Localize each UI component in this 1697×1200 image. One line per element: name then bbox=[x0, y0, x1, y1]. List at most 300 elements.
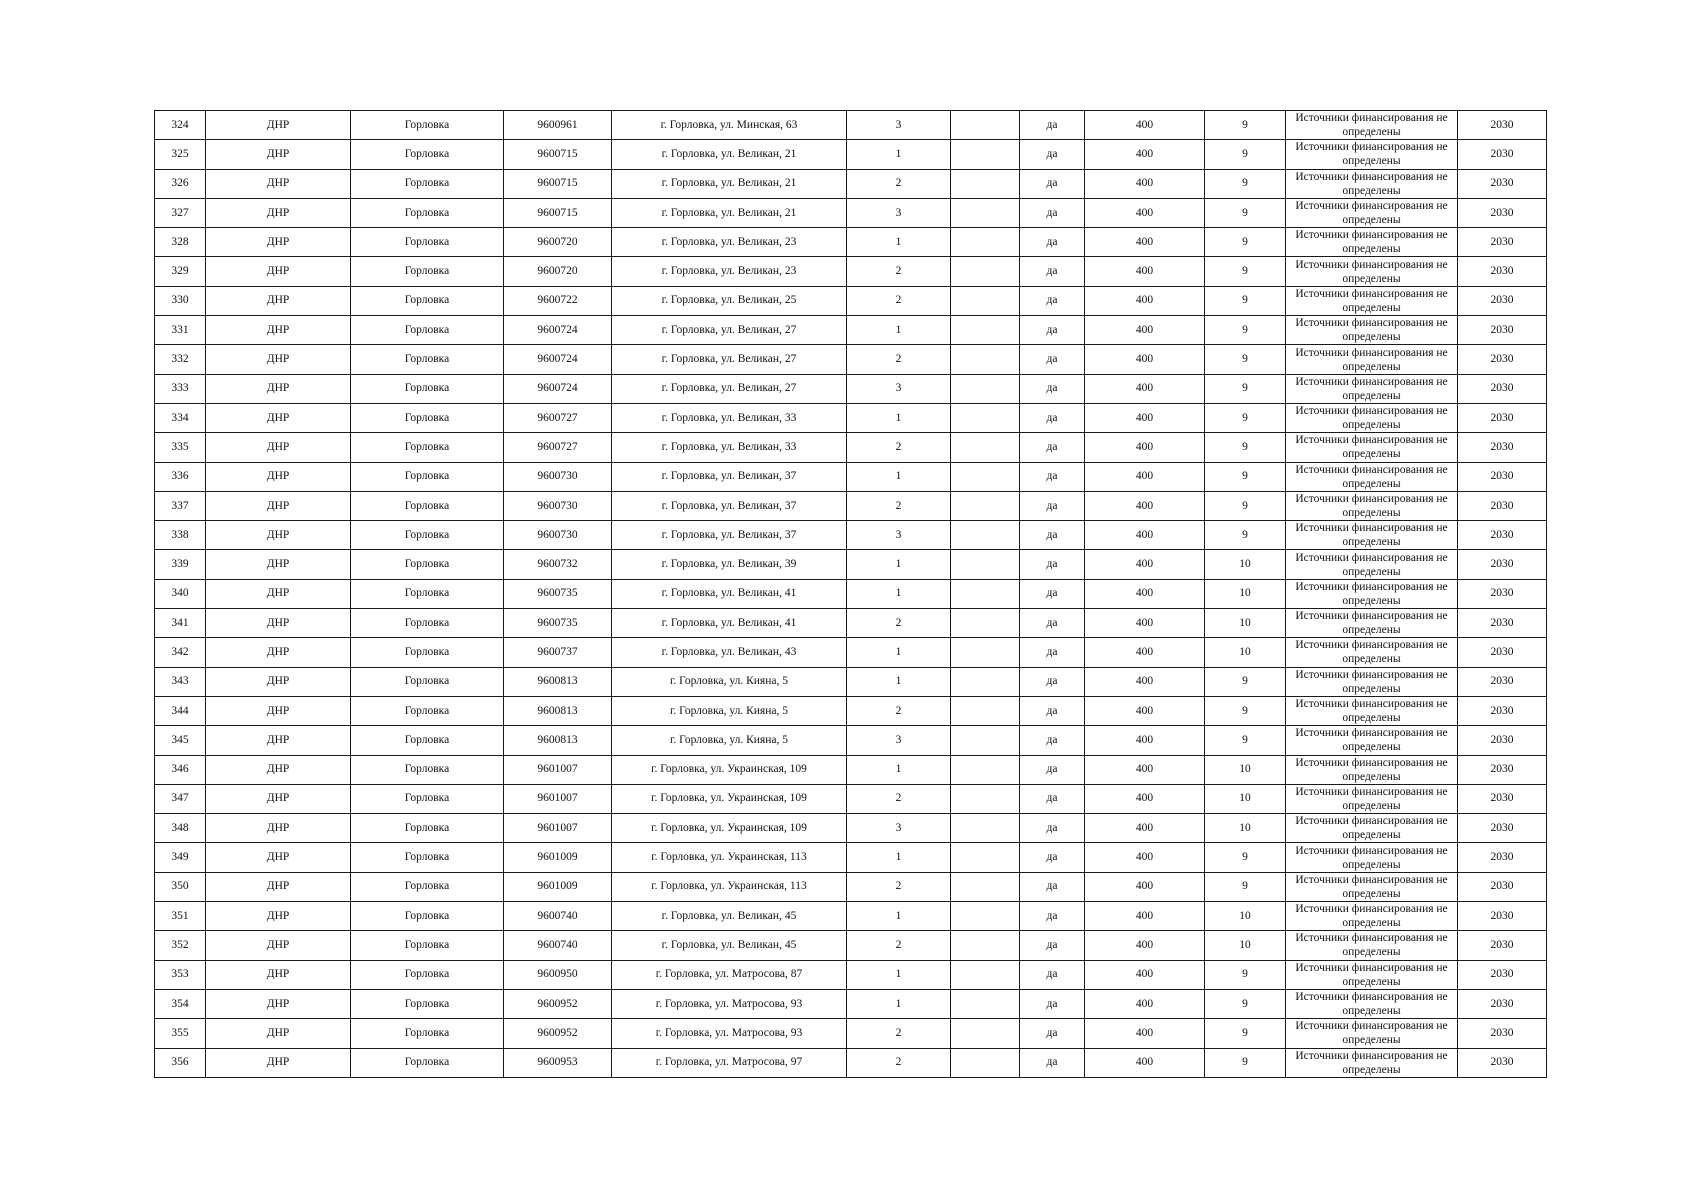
funding-source-cell: Источники финансирования не определены bbox=[1286, 1048, 1458, 1077]
city-cell: Горловка bbox=[351, 286, 504, 315]
table-row bbox=[155, 491, 1547, 520]
city-cell: Горловка bbox=[351, 257, 504, 286]
flag-cell: да bbox=[1020, 198, 1085, 227]
table-row bbox=[155, 1048, 1547, 1077]
city-cell: Горловка bbox=[351, 345, 504, 374]
flag-cell: да bbox=[1020, 755, 1085, 784]
floors-cell: 9 bbox=[1205, 433, 1286, 462]
table-row bbox=[155, 726, 1547, 755]
funding-source-cell: Источники финансирования не определены bbox=[1286, 462, 1458, 491]
city-cell: Горловка bbox=[351, 521, 504, 550]
empty-cell bbox=[951, 989, 1020, 1018]
value-cell: 400 bbox=[1085, 462, 1205, 491]
row-number-cell: 344 bbox=[155, 696, 206, 725]
table-row bbox=[155, 228, 1547, 257]
empty-cell bbox=[951, 111, 1020, 140]
row-number-cell: 347 bbox=[155, 784, 206, 813]
empty-cell bbox=[951, 345, 1020, 374]
address-cell: г. Горловка, ул. Матросова, 87 bbox=[612, 960, 847, 989]
funding-source-cell: Источники финансирования не определены bbox=[1286, 696, 1458, 725]
funding-source-cell: Источники финансирования не определены bbox=[1286, 345, 1458, 374]
floors-cell: 9 bbox=[1205, 1019, 1286, 1048]
year-cell: 2030 bbox=[1458, 550, 1547, 579]
funding-source-cell: Источники финансирования не определены bbox=[1286, 374, 1458, 403]
row-number-cell: 336 bbox=[155, 462, 206, 491]
city-cell: Горловка bbox=[351, 902, 504, 931]
row-number-cell: 350 bbox=[155, 872, 206, 901]
flag-cell: да bbox=[1020, 316, 1085, 345]
address-cell: г. Горловка, ул. Кияна, 5 bbox=[612, 667, 847, 696]
value-cell: 400 bbox=[1085, 814, 1205, 843]
address-cell: г. Горловка, ул. Минская, 63 bbox=[612, 111, 847, 140]
floors-cell: 9 bbox=[1205, 286, 1286, 315]
entrance-cell: 1 bbox=[847, 140, 951, 169]
address-cell: г. Горловка, ул. Великан, 21 bbox=[612, 140, 847, 169]
city-cell: Горловка bbox=[351, 609, 504, 638]
year-cell: 2030 bbox=[1458, 696, 1547, 725]
floors-cell: 9 bbox=[1205, 403, 1286, 432]
row-number-cell: 334 bbox=[155, 403, 206, 432]
table-row bbox=[155, 316, 1547, 345]
floors-cell: 9 bbox=[1205, 491, 1286, 520]
table-row bbox=[155, 989, 1547, 1018]
flag-cell: да bbox=[1020, 609, 1085, 638]
city-cell: Горловка bbox=[351, 638, 504, 667]
region-cell: ДНР bbox=[206, 257, 351, 286]
floors-cell: 9 bbox=[1205, 169, 1286, 198]
row-number-cell: 326 bbox=[155, 169, 206, 198]
object-code-cell: 9600727 bbox=[504, 433, 612, 462]
city-cell: Горловка bbox=[351, 784, 504, 813]
address-cell: г. Горловка, ул. Великан, 27 bbox=[612, 374, 847, 403]
empty-cell bbox=[951, 843, 1020, 872]
row-number-cell: 327 bbox=[155, 198, 206, 227]
value-cell: 400 bbox=[1085, 111, 1205, 140]
row-number-cell: 335 bbox=[155, 433, 206, 462]
floors-cell: 10 bbox=[1205, 550, 1286, 579]
value-cell: 400 bbox=[1085, 403, 1205, 432]
value-cell: 400 bbox=[1085, 345, 1205, 374]
funding-source-cell: Источники финансирования не определены bbox=[1286, 286, 1458, 315]
flag-cell: да bbox=[1020, 989, 1085, 1018]
row-number-cell: 331 bbox=[155, 316, 206, 345]
object-code-cell: 9600727 bbox=[504, 403, 612, 432]
flag-cell: да bbox=[1020, 491, 1085, 520]
address-cell: г. Горловка, ул. Великан, 43 bbox=[612, 638, 847, 667]
city-cell: Горловка bbox=[351, 111, 504, 140]
row-number-cell: 338 bbox=[155, 521, 206, 550]
table-row bbox=[155, 140, 1547, 169]
city-cell: Горловка bbox=[351, 931, 504, 960]
flag-cell: да bbox=[1020, 843, 1085, 872]
table-row bbox=[155, 403, 1547, 432]
region-cell: ДНР bbox=[206, 872, 351, 901]
floors-cell: 10 bbox=[1205, 902, 1286, 931]
value-cell: 400 bbox=[1085, 198, 1205, 227]
year-cell: 2030 bbox=[1458, 169, 1547, 198]
object-code-cell: 9600720 bbox=[504, 257, 612, 286]
table-row bbox=[155, 550, 1547, 579]
object-code-cell: 9601009 bbox=[504, 872, 612, 901]
entrance-cell: 3 bbox=[847, 814, 951, 843]
flag-cell: да bbox=[1020, 726, 1085, 755]
row-number-cell: 333 bbox=[155, 374, 206, 403]
table-row bbox=[155, 843, 1547, 872]
data-table bbox=[154, 110, 1547, 1078]
object-code-cell: 9601007 bbox=[504, 784, 612, 813]
address-cell: г. Горловка, ул. Великан, 33 bbox=[612, 433, 847, 462]
floors-cell: 9 bbox=[1205, 960, 1286, 989]
table-body bbox=[155, 111, 1547, 1078]
address-cell: г. Горловка, ул. Кияна, 5 bbox=[612, 726, 847, 755]
funding-source-cell: Источники финансирования не определены bbox=[1286, 755, 1458, 784]
address-cell: г. Горловка, ул. Великан, 37 bbox=[612, 521, 847, 550]
address-cell: г. Горловка, ул. Великан, 21 bbox=[612, 198, 847, 227]
entrance-cell: 1 bbox=[847, 579, 951, 608]
flag-cell: да bbox=[1020, 1048, 1085, 1077]
funding-source-cell: Источники финансирования не определены bbox=[1286, 491, 1458, 520]
funding-source-cell: Источники финансирования не определены bbox=[1286, 521, 1458, 550]
funding-source-cell: Источники финансирования не определены bbox=[1286, 843, 1458, 872]
year-cell: 2030 bbox=[1458, 579, 1547, 608]
year-cell: 2030 bbox=[1458, 872, 1547, 901]
object-code-cell: 9600715 bbox=[504, 198, 612, 227]
year-cell: 2030 bbox=[1458, 843, 1547, 872]
entrance-cell: 1 bbox=[847, 550, 951, 579]
floors-cell: 9 bbox=[1205, 667, 1286, 696]
table-row bbox=[155, 579, 1547, 608]
entrance-cell: 2 bbox=[847, 257, 951, 286]
empty-cell bbox=[951, 755, 1020, 784]
year-cell: 2030 bbox=[1458, 433, 1547, 462]
flag-cell: да bbox=[1020, 521, 1085, 550]
value-cell: 400 bbox=[1085, 609, 1205, 638]
table-row bbox=[155, 667, 1547, 696]
year-cell: 2030 bbox=[1458, 814, 1547, 843]
value-cell: 400 bbox=[1085, 286, 1205, 315]
city-cell: Горловка bbox=[351, 491, 504, 520]
city-cell: Горловка bbox=[351, 726, 504, 755]
empty-cell bbox=[951, 521, 1020, 550]
address-cell: г. Горловка, ул. Украинская, 113 bbox=[612, 872, 847, 901]
empty-cell bbox=[951, 1019, 1020, 1048]
funding-source-cell: Источники финансирования не определены bbox=[1286, 989, 1458, 1018]
funding-source-cell: Источники финансирования не определены bbox=[1286, 579, 1458, 608]
address-cell: г. Горловка, ул. Украинская, 113 bbox=[612, 843, 847, 872]
empty-cell bbox=[951, 931, 1020, 960]
row-number-cell: 328 bbox=[155, 228, 206, 257]
empty-cell bbox=[951, 667, 1020, 696]
object-code-cell: 9600720 bbox=[504, 228, 612, 257]
entrance-cell: 2 bbox=[847, 286, 951, 315]
funding-source-cell: Источники финансирования не определены bbox=[1286, 667, 1458, 696]
region-cell: ДНР bbox=[206, 374, 351, 403]
funding-source-cell: Источники финансирования не определены bbox=[1286, 960, 1458, 989]
value-cell: 400 bbox=[1085, 784, 1205, 813]
object-code-cell: 9601009 bbox=[504, 843, 612, 872]
flag-cell: да bbox=[1020, 111, 1085, 140]
region-cell: ДНР bbox=[206, 638, 351, 667]
object-code-cell: 9600730 bbox=[504, 521, 612, 550]
value-cell: 400 bbox=[1085, 579, 1205, 608]
address-cell: г. Горловка, ул. Украинская, 109 bbox=[612, 784, 847, 813]
entrance-cell: 2 bbox=[847, 1019, 951, 1048]
entrance-cell: 3 bbox=[847, 521, 951, 550]
region-cell: ДНР bbox=[206, 111, 351, 140]
year-cell: 2030 bbox=[1458, 1048, 1547, 1077]
empty-cell bbox=[951, 462, 1020, 491]
city-cell: Горловка bbox=[351, 433, 504, 462]
row-number-cell: 337 bbox=[155, 491, 206, 520]
row-number-cell: 354 bbox=[155, 989, 206, 1018]
empty-cell bbox=[951, 638, 1020, 667]
floors-cell: 10 bbox=[1205, 579, 1286, 608]
table-row bbox=[155, 902, 1547, 931]
year-cell: 2030 bbox=[1458, 228, 1547, 257]
region-cell: ДНР bbox=[206, 550, 351, 579]
entrance-cell: 1 bbox=[847, 755, 951, 784]
floors-cell: 9 bbox=[1205, 462, 1286, 491]
year-cell: 2030 bbox=[1458, 345, 1547, 374]
row-number-cell: 346 bbox=[155, 755, 206, 784]
entrance-cell: 2 bbox=[847, 784, 951, 813]
city-cell: Горловка bbox=[351, 1019, 504, 1048]
floors-cell: 9 bbox=[1205, 345, 1286, 374]
city-cell: Горловка bbox=[351, 960, 504, 989]
floors-cell: 10 bbox=[1205, 784, 1286, 813]
value-cell: 400 bbox=[1085, 638, 1205, 667]
region-cell: ДНР bbox=[206, 579, 351, 608]
object-code-cell: 9600735 bbox=[504, 609, 612, 638]
floors-cell: 9 bbox=[1205, 521, 1286, 550]
table-row bbox=[155, 931, 1547, 960]
address-cell: г. Горловка, ул. Великан, 45 bbox=[612, 931, 847, 960]
row-number-cell: 352 bbox=[155, 931, 206, 960]
table-row bbox=[155, 1019, 1547, 1048]
address-cell: г. Горловка, ул. Матросова, 93 bbox=[612, 989, 847, 1018]
address-cell: г. Горловка, ул. Матросова, 93 bbox=[612, 1019, 847, 1048]
funding-source-cell: Источники финансирования не определены bbox=[1286, 257, 1458, 286]
region-cell: ДНР bbox=[206, 286, 351, 315]
row-number-cell: 330 bbox=[155, 286, 206, 315]
value-cell: 400 bbox=[1085, 696, 1205, 725]
table-row bbox=[155, 257, 1547, 286]
table-row bbox=[155, 521, 1547, 550]
region-cell: ДНР bbox=[206, 960, 351, 989]
year-cell: 2030 bbox=[1458, 140, 1547, 169]
empty-cell bbox=[951, 228, 1020, 257]
region-cell: ДНР bbox=[206, 316, 351, 345]
flag-cell: да bbox=[1020, 872, 1085, 901]
city-cell: Горловка bbox=[351, 814, 504, 843]
entrance-cell: 1 bbox=[847, 228, 951, 257]
empty-cell bbox=[951, 316, 1020, 345]
floors-cell: 9 bbox=[1205, 1048, 1286, 1077]
region-cell: ДНР bbox=[206, 491, 351, 520]
object-code-cell: 9600953 bbox=[504, 1048, 612, 1077]
empty-cell bbox=[951, 403, 1020, 432]
value-cell: 400 bbox=[1085, 960, 1205, 989]
city-cell: Горловка bbox=[351, 696, 504, 725]
address-cell: г. Горловка, ул. Великан, 37 bbox=[612, 491, 847, 520]
region-cell: ДНР bbox=[206, 755, 351, 784]
year-cell: 2030 bbox=[1458, 726, 1547, 755]
entrance-cell: 1 bbox=[847, 843, 951, 872]
funding-source-cell: Источники финансирования не определены bbox=[1286, 403, 1458, 432]
row-number-cell: 341 bbox=[155, 609, 206, 638]
funding-source-cell: Источники финансирования не определены bbox=[1286, 550, 1458, 579]
floors-cell: 9 bbox=[1205, 316, 1286, 345]
flag-cell: да bbox=[1020, 257, 1085, 286]
value-cell: 400 bbox=[1085, 433, 1205, 462]
row-number-cell: 345 bbox=[155, 726, 206, 755]
year-cell: 2030 bbox=[1458, 667, 1547, 696]
city-cell: Горловка bbox=[351, 550, 504, 579]
empty-cell bbox=[951, 169, 1020, 198]
table-row bbox=[155, 872, 1547, 901]
region-cell: ДНР bbox=[206, 726, 351, 755]
city-cell: Горловка bbox=[351, 755, 504, 784]
floors-cell: 10 bbox=[1205, 609, 1286, 638]
empty-cell bbox=[951, 726, 1020, 755]
address-cell: г. Горловка, ул. Великан, 27 bbox=[612, 316, 847, 345]
floors-cell: 9 bbox=[1205, 111, 1286, 140]
empty-cell bbox=[951, 550, 1020, 579]
value-cell: 400 bbox=[1085, 902, 1205, 931]
object-code-cell: 9600950 bbox=[504, 960, 612, 989]
object-code-cell: 9600730 bbox=[504, 491, 612, 520]
value-cell: 400 bbox=[1085, 726, 1205, 755]
value-cell: 400 bbox=[1085, 550, 1205, 579]
value-cell: 400 bbox=[1085, 140, 1205, 169]
object-code-cell: 9600961 bbox=[504, 111, 612, 140]
city-cell: Горловка bbox=[351, 316, 504, 345]
object-code-cell: 9600722 bbox=[504, 286, 612, 315]
empty-cell bbox=[951, 696, 1020, 725]
empty-cell bbox=[951, 579, 1020, 608]
row-number-cell: 348 bbox=[155, 814, 206, 843]
value-cell: 400 bbox=[1085, 989, 1205, 1018]
address-cell: г. Горловка, ул. Великан, 25 bbox=[612, 286, 847, 315]
address-cell: г. Горловка, ул. Матросова, 97 bbox=[612, 1048, 847, 1077]
year-cell: 2030 bbox=[1458, 902, 1547, 931]
funding-source-cell: Источники финансирования не определены bbox=[1286, 726, 1458, 755]
value-cell: 400 bbox=[1085, 374, 1205, 403]
floors-cell: 9 bbox=[1205, 374, 1286, 403]
empty-cell bbox=[951, 433, 1020, 462]
value-cell: 400 bbox=[1085, 931, 1205, 960]
entrance-cell: 1 bbox=[847, 638, 951, 667]
entrance-cell: 1 bbox=[847, 902, 951, 931]
entrance-cell: 2 bbox=[847, 872, 951, 901]
row-number-cell: 356 bbox=[155, 1048, 206, 1077]
city-cell: Горловка bbox=[351, 403, 504, 432]
empty-cell bbox=[951, 902, 1020, 931]
object-code-cell: 9601007 bbox=[504, 755, 612, 784]
entrance-cell: 1 bbox=[847, 462, 951, 491]
floors-cell: 10 bbox=[1205, 931, 1286, 960]
empty-cell bbox=[951, 198, 1020, 227]
row-number-cell: 353 bbox=[155, 960, 206, 989]
address-cell: г. Горловка, ул. Великан, 33 bbox=[612, 403, 847, 432]
flag-cell: да bbox=[1020, 784, 1085, 813]
table-row bbox=[155, 784, 1547, 813]
year-cell: 2030 bbox=[1458, 316, 1547, 345]
value-cell: 400 bbox=[1085, 521, 1205, 550]
object-code-cell: 9600813 bbox=[504, 726, 612, 755]
table-row bbox=[155, 755, 1547, 784]
address-cell: г. Горловка, ул. Украинская, 109 bbox=[612, 814, 847, 843]
floors-cell: 9 bbox=[1205, 257, 1286, 286]
funding-source-cell: Источники финансирования не определены bbox=[1286, 609, 1458, 638]
flag-cell: да bbox=[1020, 286, 1085, 315]
row-number-cell: 349 bbox=[155, 843, 206, 872]
funding-source-cell: Источники финансирования не определены bbox=[1286, 784, 1458, 813]
funding-source-cell: Источники финансирования не определены bbox=[1286, 198, 1458, 227]
funding-source-cell: Источники финансирования не определены bbox=[1286, 228, 1458, 257]
city-cell: Горловка bbox=[351, 228, 504, 257]
year-cell: 2030 bbox=[1458, 989, 1547, 1018]
year-cell: 2030 bbox=[1458, 784, 1547, 813]
object-code-cell: 9601007 bbox=[504, 814, 612, 843]
object-code-cell: 9600724 bbox=[504, 345, 612, 374]
year-cell: 2030 bbox=[1458, 462, 1547, 491]
entrance-cell: 2 bbox=[847, 433, 951, 462]
table-row bbox=[155, 638, 1547, 667]
city-cell: Горловка bbox=[351, 843, 504, 872]
flag-cell: да bbox=[1020, 1019, 1085, 1048]
object-code-cell: 9600715 bbox=[504, 140, 612, 169]
row-number-cell: 324 bbox=[155, 111, 206, 140]
empty-cell bbox=[951, 814, 1020, 843]
funding-source-cell: Источники финансирования не определены bbox=[1286, 931, 1458, 960]
row-number-cell: 339 bbox=[155, 550, 206, 579]
flag-cell: да bbox=[1020, 579, 1085, 608]
flag-cell: да bbox=[1020, 638, 1085, 667]
address-cell: г. Горловка, ул. Великан, 37 bbox=[612, 462, 847, 491]
object-code-cell: 9600740 bbox=[504, 902, 612, 931]
entrance-cell: 1 bbox=[847, 989, 951, 1018]
address-cell: г. Горловка, ул. Великан, 45 bbox=[612, 902, 847, 931]
year-cell: 2030 bbox=[1458, 960, 1547, 989]
city-cell: Горловка bbox=[351, 1048, 504, 1077]
city-cell: Горловка bbox=[351, 462, 504, 491]
city-cell: Горловка bbox=[351, 198, 504, 227]
region-cell: ДНР bbox=[206, 521, 351, 550]
object-code-cell: 9600732 bbox=[504, 550, 612, 579]
empty-cell bbox=[951, 374, 1020, 403]
row-number-cell: 343 bbox=[155, 667, 206, 696]
flag-cell: да bbox=[1020, 228, 1085, 257]
region-cell: ДНР bbox=[206, 1048, 351, 1077]
year-cell: 2030 bbox=[1458, 755, 1547, 784]
entrance-cell: 2 bbox=[847, 1048, 951, 1077]
row-number-cell: 355 bbox=[155, 1019, 206, 1048]
year-cell: 2030 bbox=[1458, 931, 1547, 960]
year-cell: 2030 bbox=[1458, 198, 1547, 227]
funding-source-cell: Источники финансирования не определены bbox=[1286, 140, 1458, 169]
object-code-cell: 9600730 bbox=[504, 462, 612, 491]
flag-cell: да bbox=[1020, 433, 1085, 462]
empty-cell bbox=[951, 872, 1020, 901]
value-cell: 400 bbox=[1085, 667, 1205, 696]
entrance-cell: 2 bbox=[847, 491, 951, 520]
floors-cell: 9 bbox=[1205, 989, 1286, 1018]
object-code-cell: 9600952 bbox=[504, 989, 612, 1018]
region-cell: ДНР bbox=[206, 198, 351, 227]
table-row bbox=[155, 462, 1547, 491]
entrance-cell: 1 bbox=[847, 667, 951, 696]
